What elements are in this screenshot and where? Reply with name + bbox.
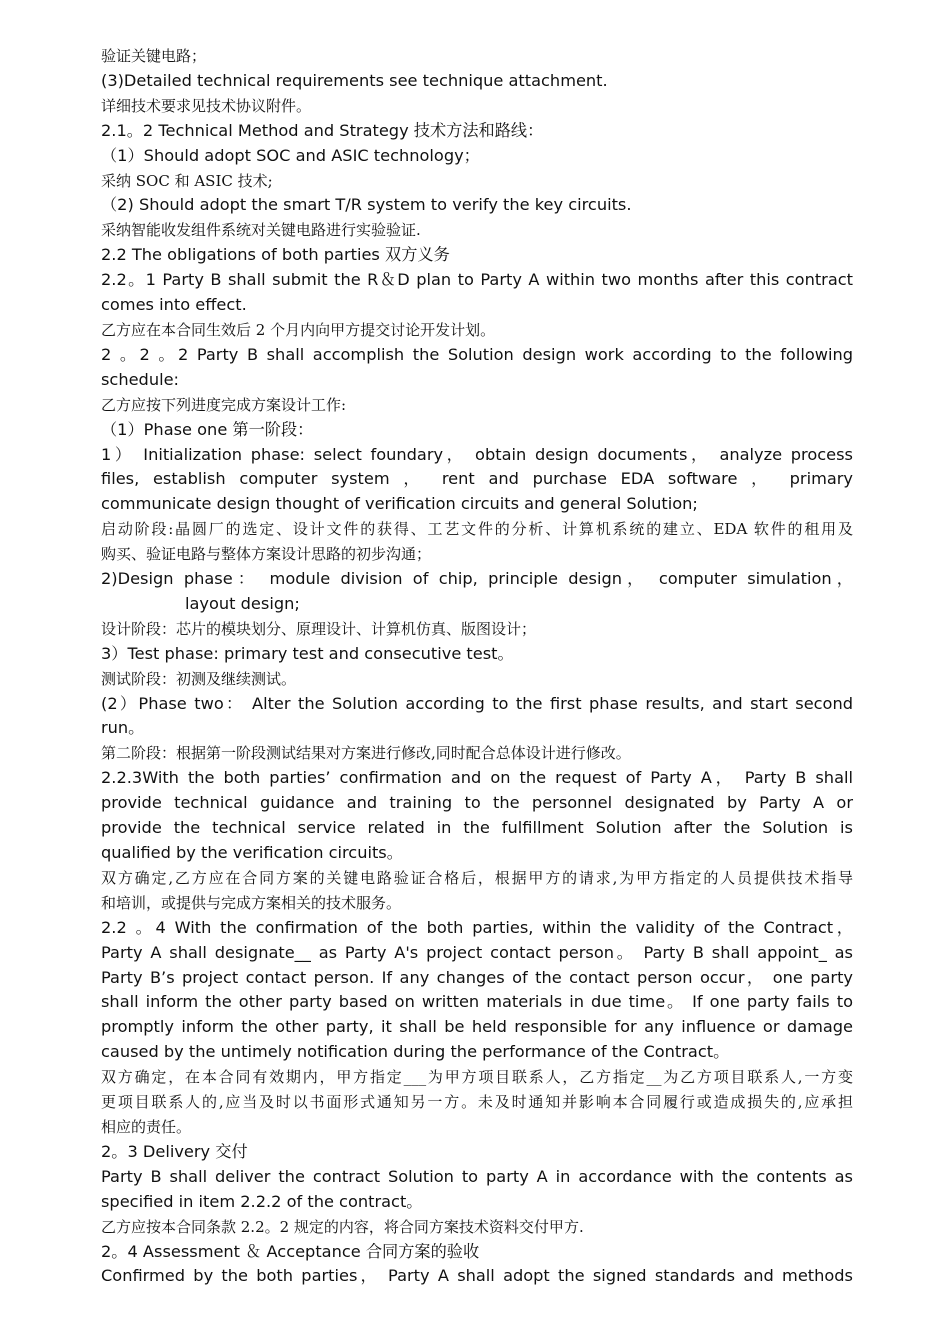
text-line: Party A shall designate__ as Party A's project contact person。 Party B shall appoint_ as	[101, 942, 853, 962]
text-line: 测试阶段：初测及继续测试。	[101, 669, 297, 688]
text-line: 相应的责任。	[101, 1117, 192, 1136]
text-line: 启动阶段:晶圆厂的选定、设计文件的获得、工艺文件的分析、计算机系统的建立、EDA 软件的租用及	[101, 520, 853, 539]
text-line: （2) Should adopt the smart T/R system to verify the key circuits.	[101, 195, 632, 215]
text-line: qualified by the verification circuits。	[101, 843, 403, 862]
text-line: 详细技术要求见技术协议附件。	[101, 96, 312, 115]
text-line: specified in item 2.2.2 of the contract。	[101, 1191, 423, 1211]
text-line: 乙方应按本合同条款 2.2。2 规定的内容，将合同方案技术资料交付甲方.	[101, 1217, 584, 1236]
text-line: 2.2.3With the both parties’ confirmation and on the request of Party A， Party B shall	[101, 768, 853, 788]
text-line: Party B’s project contact person. If any changes of the contact person occur， one party	[101, 967, 853, 987]
text-line: 和培训，或提供与完成方案相关的技术服务。	[101, 893, 402, 912]
text-line: 购买、验证电路与整体方案设计思路的初步沟通；	[101, 545, 432, 564]
text-line: (3)Detailed technical requirements see technique attachment.	[101, 70, 608, 90]
text-line: 采纳 SOC 和 ASIC 技术;	[101, 171, 273, 190]
text-line: 双方确定，在本合同有效期内，甲方指定___为甲方项目联系人，乙方指定__为乙方项目联系人,一方变	[101, 1068, 853, 1087]
text-line: 第二阶段：根据第一阶段测试结果对方案进行修改,同时配合总体设计进行修改。	[101, 744, 631, 763]
text-line: caused by the untimely notification during the performance of the Contract。	[101, 1042, 730, 1062]
section-heading: 2.1。2 Technical Method and Strategy 技术方法和路线：	[101, 120, 544, 140]
text-line: 2.2。1 Party B shall submit the R＆D plan to Party A within two months after this contract	[101, 270, 853, 290]
document-page	[101, 44, 853, 1289]
section-heading: 2.2 The obligations of both parties 双方义务	[101, 245, 450, 265]
text-line: (2）Phase two： Alter the Solution according to the first phase results, and start second	[101, 693, 853, 713]
text-line: schedule:	[101, 369, 179, 389]
section-heading: 2。3 Delivery 交付	[101, 1141, 248, 1161]
text-line: promptly inform the other party, it shall be held responsible for any influence or damage	[101, 1017, 853, 1037]
text-line: provide technical guidance and training to the personnel designated by Party A or	[101, 793, 853, 813]
text-line: run。	[101, 718, 145, 738]
text-line: Party B shall deliver the contract Solution to party A in accordance with the contents as	[101, 1166, 853, 1186]
text-line: 3）Test phase: primary test and consecutive test。	[101, 643, 514, 663]
text-line: Confirmed by the both parties， Party A shall adopt the signed standards and methods	[101, 1266, 853, 1286]
text-line: 采纳智能收发组件系统对关键电路进行实验验证.	[101, 221, 421, 240]
text-line: （1）Phase one 第一阶段：	[101, 419, 314, 439]
text-line: comes into effect.	[101, 295, 247, 315]
text-line: layout design;	[185, 593, 300, 613]
text-line: 更项目联系人的,应当及时以书面形式通知另一方。未及时通知并影响本合同履行或造成损失的,应承担	[101, 1093, 853, 1112]
text-line: （1）Should adopt SOC and ASIC technology；	[101, 145, 480, 165]
text-line: 1） Initialization phase: select foundary， obtain design documents， analyze process	[101, 444, 853, 464]
text-line: 双方确定,乙方应在合同方案的关键电路验证合格后，根据甲方的请求,为甲方指定的人员提供技术指导	[101, 868, 853, 887]
section-heading: 2。4 Assessment ＆ Acceptance 合同方案的验收	[101, 1241, 480, 1261]
text-line: 乙方应按下列进度完成方案设计工作:	[101, 395, 347, 414]
text-line: 2 。2 。2 Party B shall accomplish the Solution design work according to the following	[101, 344, 853, 364]
text-line: 验证关键电路；	[101, 47, 207, 65]
text-line: shall inform the other party based on written materials in due time。 If one party fails to	[101, 992, 853, 1012]
text-line: 2)Design phase： module division of chip, principle design， computer simulation，	[101, 569, 853, 589]
text-line: provide the technical service related in the fulfillment Solution after the Solution is	[101, 818, 853, 838]
text-line: 2.2 。4 With the confirmation of the both parties, within the validity of the Contract，	[101, 917, 853, 937]
text-line: 设计阶段：芯片的模块划分、原理设计、计算机仿真、版图设计；	[101, 619, 537, 638]
text-line: communicate design thought of verification circuits and general Solution;	[101, 494, 698, 514]
text-line: files, establish computer system ， rent and purchase EDA software ， primary	[101, 469, 853, 489]
text-line: 乙方应在本合同生效后 2 个月内向甲方提交讨论开发计划。	[101, 320, 496, 339]
